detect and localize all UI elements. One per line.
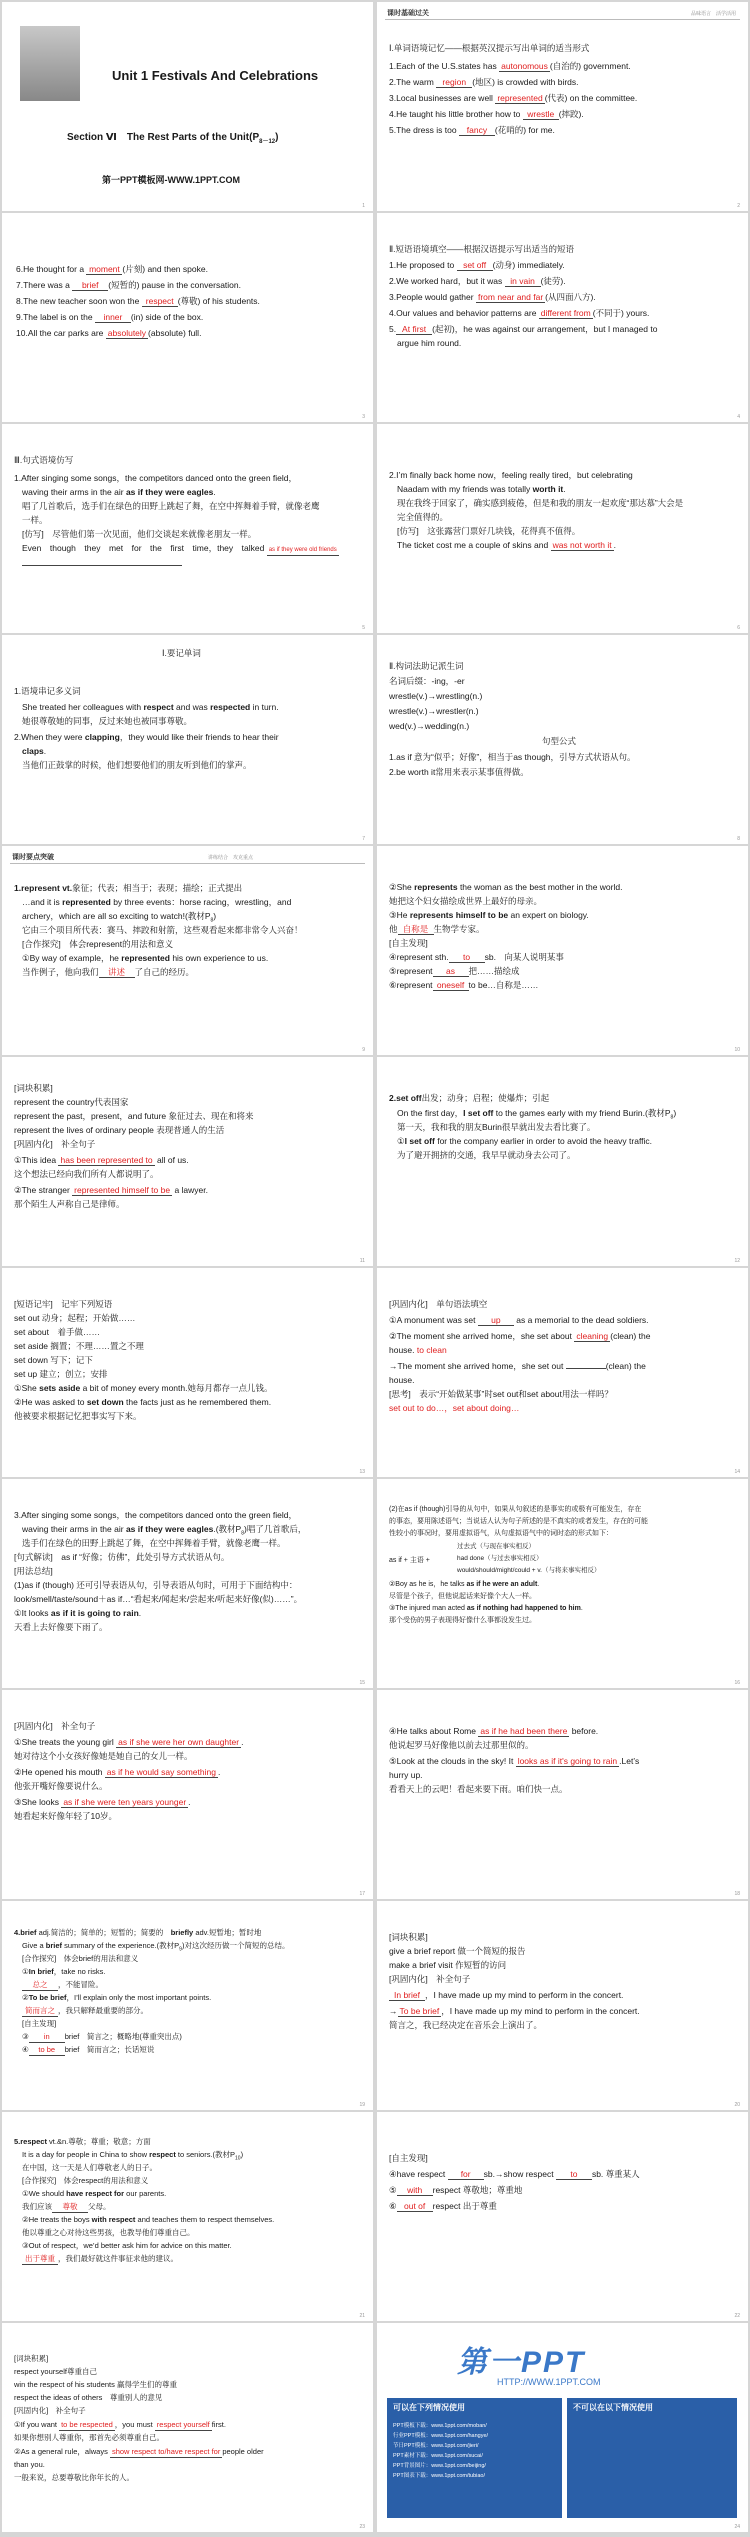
text-line: ②As a general rule，always show respect to/have respect for people older (14, 2447, 264, 2456)
text-line: 2.be worth it常用来表示某事值得做。 (389, 767, 529, 777)
text-line: set out 动身；起程；开始做…… (14, 1313, 136, 1323)
text-line: ⑤ with respect 尊敬地；尊重地 (389, 2185, 523, 2195)
text-line: 它由三个项目所代表：赛马、摔跤和射箭，这些观看起来都非常令人兴奋！ (22, 925, 303, 935)
slide-17 (2, 1690, 373, 1899)
text-line: 那个陌生人声称自己是律师。 (14, 1199, 125, 1209)
header-tag: 课时基础过关 (387, 10, 429, 17)
slide-8 (377, 635, 748, 844)
page-number: 5 (362, 625, 365, 631)
slide-24 (377, 2323, 748, 2532)
section-heading: Ⅰ.要记单词 (162, 648, 201, 658)
slide-22 (377, 2112, 748, 2321)
text-line: [仿写] 这张露营门票好几块钱，花得真不值得。 (397, 526, 581, 536)
text-line: ①This idea has been represented to all of us. (14, 1155, 189, 1165)
exercise-line: 9.The label is on the inner (in) side of the box. (16, 312, 204, 322)
text-line: 1.After singing some songs，the competitors danced onto the green field， (14, 473, 298, 483)
slide-7 (2, 635, 373, 844)
page-number: 20 (734, 2102, 740, 2108)
link[interactable]: PPT图表下载：www.1ppt.com/tubiao/ (393, 2473, 486, 2479)
text-line: 天看上去好像要下雨了。 (14, 1622, 108, 1632)
page-number: 4 (737, 414, 740, 420)
exercise-line: 3.People would gather from near and far (从四面八方). (389, 292, 596, 302)
page-number: 2 (737, 203, 740, 209)
text-line: ③He represents himself to be an expert on biology. (389, 910, 589, 920)
slide-20 (377, 1901, 748, 2110)
slide-5 (2, 424, 373, 633)
text-line: ⑤represent as 把……描绘成 (389, 966, 520, 976)
text-line: had done（与过去事实相反） (457, 1555, 543, 1562)
text-line: ①I set off for the company earlier in order to avoid the heavy traffic. (397, 1136, 653, 1146)
slide-6 (377, 424, 748, 633)
text-line: 他以尊重之心对待这些男孩，也教导他们尊重自己。 (22, 2228, 195, 2237)
text-line: ①It looks as if it is going to rain. (14, 1608, 142, 1618)
page-number: 23 (359, 2524, 365, 2530)
text-line: wrestle(v.)→wrestling(n.) (389, 691, 483, 701)
text-line: [词块积累] (14, 1083, 53, 1093)
text-line: ④have respect for sb.→show respect to sb. 尊重某人 (389, 2169, 640, 2179)
text-line: make a brief visit 作短暂的访问 (389, 1960, 507, 1970)
text-line: ②To be brief，I’ll explain only the most important points. (22, 1993, 212, 2002)
page-number: 15 (359, 1680, 365, 1686)
text-line: respect the ideas of others 尊重别人的意见 (14, 2393, 163, 2402)
slide-19 (2, 1901, 373, 2110)
sub-heading: 句型公式 (542, 736, 577, 746)
section-heading: Ⅰ.单词语境记忆——根据英汉提示写出单词的适当形式 (389, 43, 590, 53)
text-line: ②He opened his mouth as if he would say something . (14, 1767, 221, 1777)
text-line: On the first day，I set off to the games early with my friend Burin.(教材$P_8$) (397, 1108, 677, 1121)
page-number: 6 (737, 625, 740, 631)
exercise-line: 4.He taught his little brother how to wrestle (摔跤). (389, 109, 584, 119)
text-line: ①She sets aside a bit of money every month.她每月都存一点儿钱。 (14, 1383, 273, 1393)
text-line: than you. (14, 2460, 45, 2469)
page-number: 21 (359, 2313, 365, 2319)
answer-line (22, 556, 182, 566)
page-number: 16 (734, 1680, 740, 1686)
text-line: house. (389, 1375, 415, 1385)
exercise-line: 6.He thought for a moment (片刻) and then spoke. (16, 264, 208, 274)
slide-2 (377, 2, 748, 211)
text-line: 当他们正鼓掌的时候，他们想要他们的朋友听到他们的掌声。 (22, 760, 252, 770)
text-line: 他说起罗马好像他以前去过那里似的。 (389, 1740, 534, 1750)
text-line: 我们应该 尊敬 父母。 (22, 2202, 111, 2211)
text-line: [巩固内化] 补全句子 (14, 1721, 96, 1731)
slide-9 (2, 846, 373, 1055)
text-line: 他被要求根据记忆把事实写下来。 (14, 1411, 142, 1421)
text-line: [用法总结] (14, 1566, 53, 1576)
text-line: archery，which are all so exciting to watch!(教材$P_8$) (22, 911, 217, 924)
sub-heading: 1.语境串记多义词 (14, 686, 81, 696)
page-number: 18 (734, 1891, 740, 1897)
text-line: ①In brief，take no risks. (22, 1967, 106, 1976)
text-line: [巩固内化] 补全句子 (14, 1139, 96, 1149)
slide-13 (2, 1268, 373, 1477)
text-line: represent the lives of ordinary people 表现普通人的生活 (14, 1125, 225, 1135)
text-line: 3.After singing some songs，the competitors danced onto the green field， (14, 1510, 298, 1520)
slide-18 (377, 1690, 748, 1899)
slide-3 (2, 213, 373, 422)
page-number: 24 (734, 2524, 740, 2530)
text-line: 选手们在绿色的田野上跳起了舞，在空中挥舞着手臂，就像老鹰一样。 (22, 1538, 286, 1548)
text-line: 她把这个妇女描绘成世界上最好的母亲。 (389, 896, 543, 906)
text-line: set out to do…，set about doing… (389, 1403, 520, 1413)
text-line: wed(v.)→wedding(n.) (389, 721, 470, 731)
text-line: She treated her colleagues with respect and was respected in turn. (22, 702, 279, 712)
exercise-line: 1.Each of the U.S.states has autonomous (自治的) government. (389, 61, 631, 71)
text-line: ③Out of respect，we’d better ask him for advice on this matter. (22, 2241, 232, 2250)
text-line: 的事态，要用陈述语气；当说话人认为句子所述的是不真实的或者发生，存在的可能 (389, 1518, 648, 1525)
text-line: claps. (22, 746, 47, 756)
page-number: 11 (359, 1258, 365, 1264)
box-heading: 不可以在以下情况使用 (573, 2403, 653, 2412)
text-line: Naadam with my friends was totally worth it. (397, 484, 566, 494)
slide-11 (2, 1057, 373, 1266)
text-line: Even though they met for the first time，they talked as if they were old friends (22, 542, 339, 556)
box-heading: 可以在下列情况使用 (393, 2403, 465, 2412)
text-line: ⑥represent oneself to be…自称是…… (389, 980, 539, 990)
text-line: look/smell/taste/sound＋as if…“看起来/闻起来/尝起来/听起来好像(似)……”。 (14, 1594, 303, 1604)
cover-image (20, 26, 80, 101)
text-line: 为了避开拥挤的交通，我早早就动身去公司了。 (397, 1150, 576, 1160)
page-number: 22 (734, 2313, 740, 2319)
text-line: [合作探究] 体会respect的用法和意义 (22, 2176, 149, 2185)
text-line: wrestle(v.)→wrestler(n.) (389, 706, 479, 716)
slide-21 (2, 2112, 373, 2321)
header-tag: 课时要点突破 (12, 854, 54, 861)
usage-forbidden-box (567, 2398, 737, 2518)
text-line: [思考] 表示“开始做某事”时set out和set about用法一样吗？ (389, 1389, 613, 1399)
text-line: hurry up. (389, 1770, 423, 1780)
text-line: 一般来说，总要尊敬比你年长的人。 (14, 2473, 134, 2482)
text-line: set about 着手做…… (14, 1327, 100, 1337)
text-line: ④He talks about Rome as if he had been there before. (389, 1726, 599, 1736)
text-line: → To be brief ，I have made up my mind to perform in the concert. (389, 2006, 640, 2016)
link[interactable]: 行业PPT模板：www.1ppt.com/hangye/ (393, 2433, 489, 2439)
slide-1 (2, 2, 373, 211)
exercise-line: 5. At first (起初)，he was against our arrangement，but I managed to (389, 324, 658, 334)
page-number: 13 (359, 1469, 365, 1475)
page-number: 12 (734, 1258, 740, 1264)
text-line: would/should/might/could + v.（与将来事实相反） (457, 1567, 601, 1574)
page-number: 19 (359, 2102, 365, 2108)
text-line: win the respect of his students 赢得学生们的尊重 (14, 2380, 177, 2389)
text-line: 当作例子，他向我们 讲述 了自己的经历。 (22, 967, 195, 977)
header-right: 品味语言 活学活用 (690, 11, 736, 17)
text-line: ①If you want to be respected ，you must respect yourself first. (14, 2420, 226, 2429)
slide-16 (377, 1479, 748, 1688)
text-line: represent the country代表国家 (14, 1097, 129, 1107)
slide-10 (377, 846, 748, 1055)
text-line: 2.When they were clapping，they would like their friends to hear their (14, 732, 279, 742)
text-line: [巩固内化] 补全句子 (389, 1974, 471, 1984)
section-heading: Ⅱ.构词法助记派生词 (389, 661, 464, 671)
section-heading: Ⅱ.短语语境填空——根据汉语提示写出适当的短语 (389, 244, 575, 254)
unit-title: Unit 1 Festivals And Celebrations (112, 68, 319, 83)
text-line: 她很尊敬她的同事，反过来她也被同事尊敬。 (22, 716, 193, 726)
page-number: 14 (734, 1469, 740, 1475)
slide-23 (2, 2323, 373, 2532)
text-line: (1)as if (though) 还可引导表语从句，引导表语从句时，可用于下面结构中： (14, 1580, 298, 1590)
slide-12 (377, 1057, 748, 1266)
text-line: 唱了几首歌后，选手们在绿色的田野上跳起了舞，在空中挥舞着手臂，就像老鹰 (22, 501, 320, 511)
link[interactable]: PPT素材下载：www.1ppt.com/sucai/ (393, 2453, 483, 2459)
text-line: ③She looks as if she were ten years younger . (14, 1797, 191, 1807)
text-line: ②The stranger represented himself to be a lawyer. (14, 1185, 208, 1195)
text-line: 简言之，我已经决定在音乐会上演出了。 (389, 2020, 543, 2030)
page-number: 3 (362, 414, 365, 420)
page-number: 10 (734, 1047, 740, 1053)
text-line: [合作探究] 体会brief的用法和意义 (22, 1954, 139, 1963)
text-line: 他 自称是 生物学专家。 (389, 924, 485, 934)
text-line: ②The moment she arrived home，she set about cleaning (clean) the (389, 1331, 651, 1341)
text-line: 名词后缀：-ing，-er (389, 676, 465, 686)
text-line: [仿写] 尽管他们第一次见面，他们交谈起来就像老朋友一样。 (22, 529, 257, 539)
link[interactable]: PPT模板下载：www.1ppt.com/moban/ (393, 2423, 487, 2429)
text-line: ④represent sth. to sb. 向某人说明某事 (389, 952, 564, 962)
text-line: 4.brief adj.简洁的；简单的；短暂的；简要的 briefly adv.短暂地；暂时地 (14, 1928, 262, 1937)
text-line: ②Boy as he is，he talks as if he were an adult. (389, 1581, 540, 1588)
text-line: 他张开嘴好像要说什么。 (14, 1781, 108, 1791)
text-line: 2.set off出发；动身；启程；使爆炸；引起 (389, 1093, 550, 1103)
header-bar (10, 854, 365, 864)
text-line: 看看天上的云吧！看起来要下雨。咱们快一点。 (389, 1784, 568, 1794)
header-bar (385, 10, 740, 20)
text-line: [短语记牢] 记牢下列短语 (14, 1299, 113, 1309)
text-line: In brief ，I have made up my mind to perform in the concert. (389, 1989, 623, 2001)
text-line: 一样。 (22, 515, 48, 525)
text-line: [词块积累] (389, 1932, 428, 1942)
page-number: 9 (362, 1047, 365, 1053)
text-line: 5.respect vt.&n.尊敬；尊重；敬意；方面 (14, 2137, 151, 2146)
text-line: [合作探究] 体会represent的用法和意义 (22, 939, 174, 949)
text-line: It is a day for people in China to show respect to seniors.(教材$P_{10}$) (22, 2150, 244, 2162)
text-line: 第一天，我和我的朋友Burin很早就出发去看比赛了。 (397, 1122, 596, 1132)
exercise-line: 5.The dress is too fancy (花哨的) for me. (389, 125, 555, 135)
text-line: waving their arms in the air as if they were eagles.(教材$P_8$)唱了几首歌后， (22, 1524, 307, 1537)
text-line: ①By way of example，he represented his own experience to us. (22, 953, 269, 963)
text-line: 2.I’m finally back home now，feeling really tired，but celebrating (389, 470, 633, 480)
page-number: 8 (737, 836, 740, 842)
text-line: [巩固内化] 单句语法填空 (389, 1299, 488, 1309)
text-line: 过去式（与现在事实相反） (457, 1543, 535, 1550)
page-number: 17 (359, 1891, 365, 1897)
text-line: as if + 主语 + (389, 1557, 430, 1564)
text-line: [自主发现] (22, 2019, 57, 2028)
section-heading: Ⅲ.句式语境仿写 (14, 455, 74, 465)
text-line: Give a brief summary of the experience.(教材$P_9$)对这次经历做一个简短的总结。 (22, 1941, 290, 1953)
text-line: ⑥ out of respect 出于尊重 (389, 2201, 497, 2211)
text-line: 她对待这个小女孩好像她是她自己的女儿一样。 (14, 1751, 193, 1761)
text-line: respect yourself尊重自己 (14, 2367, 97, 2376)
text-line: 她看起来好像年轻了10岁。 (14, 1811, 117, 1821)
text-line: ③ in brief 简言之；概略地(尊重突出点) (22, 2032, 182, 2041)
text-line: 出于尊重 ，我们最好就这件事征求他的建议。 (22, 2253, 178, 2265)
text-line: ②He treats the boys with respect and teaches them to respect themselves. (22, 2215, 275, 2224)
text-line: 这个想法已经向我们所有人都说明了。 (14, 1169, 159, 1179)
link[interactable]: 节日PPT模板：www.1ppt.com/jieri/ (393, 2443, 479, 2449)
text-line: 总之 ，不能冒险。 (22, 1979, 103, 1991)
text-line: ③The injured man acted as if nothing had happened to him. (389, 1605, 583, 1612)
text-line: 完全值得的。 (397, 512, 449, 522)
text-line: 简而言之 ，我只解释最重要的部分。 (22, 2005, 148, 2017)
text-line: set down 写下；记下 (14, 1355, 93, 1365)
text-line: 如果你想别人尊重你，那首先必须尊重自己。 (14, 2433, 164, 2442)
text-line: 那个受伤的男子表现得好像什么事都没发生过。 (389, 1617, 536, 1624)
slide-4 (377, 213, 748, 422)
site-text: 第一PPT模板网-WWW.1PPT.COM (102, 175, 240, 185)
text-line: [自主发现] (389, 938, 428, 948)
exercise-line: 4.Our values and behavior patterns are different from (不同于) yours. (389, 308, 650, 318)
page-number: 7 (362, 836, 365, 842)
exercise-line: argue him round. (397, 338, 462, 348)
text-line: set aside 搁置；不理……置之不理 (14, 1341, 144, 1351)
text-line: (2)在as if (though)引导的从句中，如果从句叙述的是事实的或极有可能发生，存在 (389, 1506, 642, 1513)
exercise-line: 7.There was a brief (短暂的) pause in the conversation. (16, 280, 241, 290)
section-title: Section Ⅵ The Rest Parts of the $Unit(P_{8-12})$ (67, 132, 279, 145)
slide-14 (377, 1268, 748, 1477)
page-number: 1 (362, 203, 365, 209)
exercise-line: 3.Local businesses are well represented (代表) on the committee. (389, 93, 638, 103)
text-line: [巩固内化] 补全句子 (14, 2406, 86, 2415)
text-line: set up 建立；创立；安排 (14, 1369, 108, 1379)
exercise-line: 2.The warm region (地区) is crowded with birds. (389, 77, 579, 87)
slide-15 (2, 1479, 373, 1688)
text-line: [词块积累] (14, 2354, 49, 2363)
text-line: give a brief report 做一个简短的报告 (389, 1946, 526, 1956)
text-line: represent the past，present，and future 象征过去、现在和将来 (14, 1111, 254, 1121)
text-line: ①A monument was set up as a memorial to the dead soldiers. (389, 1315, 649, 1325)
text-line: ②He was asked to set down the facts just as he remembered them. (14, 1397, 272, 1407)
exercise-line: 10.All the car parks are absolutely (absolute) full. (16, 328, 202, 338)
text-line: 现在我终于回家了，确实感到疲倦，但是和我的朋友一起欢度“那达慕”大会是 (397, 498, 684, 508)
text-line: [句式解读] as if “好像；仿佛”，此处引导方式状语从句。 (14, 1552, 230, 1562)
link[interactable]: PPT背景图片：www.1ppt.com/beijing/ (393, 2463, 486, 2469)
text-line: 尽管是个孩子，但他说起话来好像个大人一样。 (389, 1593, 536, 1600)
text-line: ①She treats the young girl as if she were her own daughter . (14, 1737, 244, 1747)
text-line: [自主发现] (389, 2153, 428, 2163)
text-line: →The moment she arrived home，she set out (clean) the (389, 1361, 646, 1371)
text-line: 1.represent vt.象征；代表；相当于；表现；描绘；正式提出 (14, 883, 243, 893)
text-line: ④ to be brief 简而言之；长话短说 (22, 2045, 155, 2054)
text-line: ②She represents the woman as the best mother in the world. (389, 882, 623, 892)
text-line: 性较小的事况时，要用虚拟语气，从句虚拟语气中的词时态的形式如下： (389, 1530, 613, 1537)
usage-allowed-box (387, 2398, 562, 2518)
text-line: ⑤Look at the clouds in the sky! It looks as if it's going to rain .Let’s (389, 1756, 640, 1766)
text-line: …and it is represented by three events：horse racing，wrestling，and (22, 897, 292, 907)
text-line: waving their arms in the air as if they were eagles. (22, 487, 216, 497)
exercise-line: 2.We worked hard，but it was in vain (徒劳). (389, 276, 566, 286)
exercise-line: 8.The new teacher soon won the respect (尊敬) of his students. (16, 296, 260, 306)
text-line: The ticket cost me a couple of skins and was not worth it . (397, 540, 616, 550)
ppt-logo: 第一PPT (457, 2346, 586, 2379)
text-line: ①We should have respect for our parents. (22, 2189, 167, 2198)
text-line: house. to clean (389, 1345, 447, 1355)
text-line: 1.as if 意为“似乎；好像”，相当于as though，引导方式状语从句。 (389, 752, 636, 762)
ppt-url[interactable]: HTTP://WWW.1PPT.COM (497, 2377, 601, 2387)
text-line: 在中国，这一天是人们尊敬老人的日子。 (22, 2163, 157, 2172)
header-right: 讲练结合 攻克重点 (207, 855, 253, 861)
exercise-line: 1.He proposed to set off (动身) immediately. (389, 260, 565, 270)
